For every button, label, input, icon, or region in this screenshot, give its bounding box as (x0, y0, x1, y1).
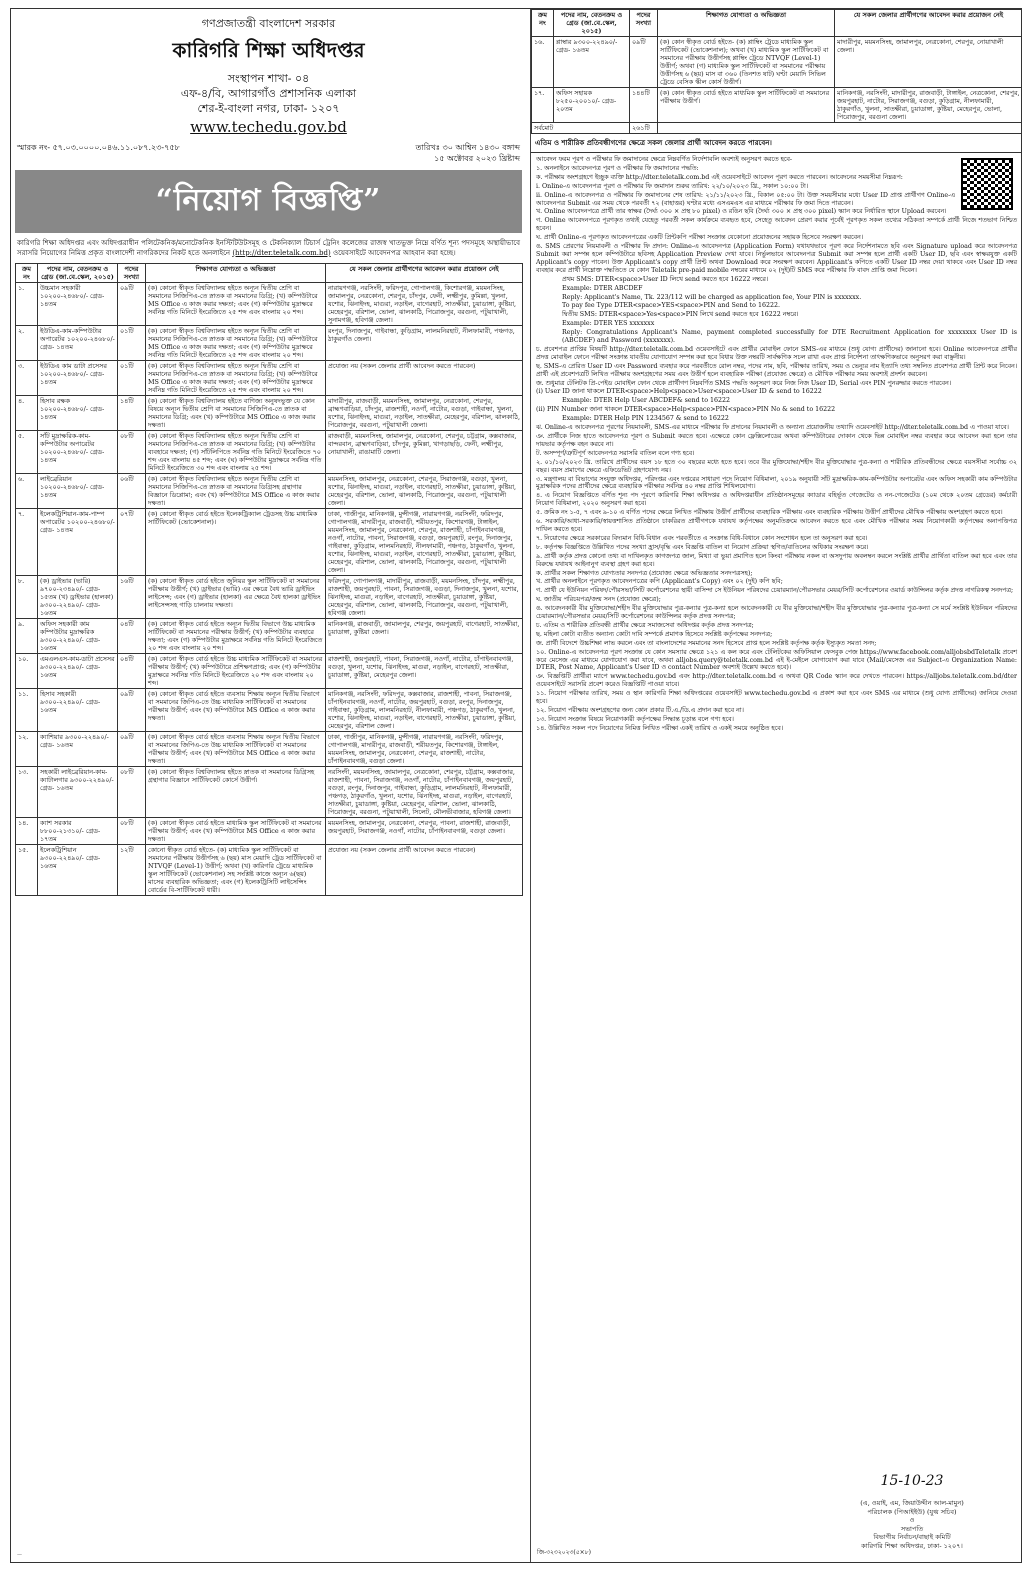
cell-district: প্রযোজ্য নয় (সকল জেলার প্রার্থী আবেদন করতে পারবেন) (326, 361, 523, 396)
cell-sl: ৫. (16, 431, 38, 474)
cell-qualification: (ক) কোনো স্বীকৃত বিশ্ববিদ্যালয় হইতে অন্যূন দ্বিতীয় শ্রেণি বা সমমানের সিজিপিএ-তে স্নাতক বা সমমানের ডিগ্রি; (খ) কম্পিউটারে MS Office এ কাজ করার দক্ষতা; এবং (গ) কম্পিউটার মুদ্রাক্ষরে সর্বনিম্ন গতি মিনিটে ইংরেজিতে ২৫ শব্দ এবং বাংলায় ২০ শব্দ। (146, 283, 326, 326)
memo-line (11, 136, 526, 166)
posts-table-body (532, 37, 1023, 123)
instruction-item: i. Online-এ আবেদনপত্র পূরণ ও পরীক্ষার ফি জমাদান শুরুর তারিখ: ২২/১০/২০২৩ খ্রি., সকাল ১০:০০ টা। (536, 182, 809, 190)
instruction-item: জ. শুধুমাত্র টেলিটক প্রি-পেইড মোবাইল ফোন থেকে প্রার্থীগণ নিম্নবর্ণিত SMS পদ্ধতি অনুসরণ করে নিজ নিজ User ID, Serial এবং PIN পুনরুদ্ধার করতে পারবেন। (536, 379, 952, 387)
instruction-item: To pay fee Type DTER<space>YES<space>PIN and Send to 16222. (562, 302, 781, 310)
instruction-item: ক. প্রার্থীর সকল শিক্ষাগত যোগ্যতার সনদপত্র (প্রযোজ্য ক্ষেত্রে অভিজ্ঞতার সনদপত্রসহ); (536, 569, 753, 577)
signature-scrawl: 15-10-23 (880, 1473, 944, 1489)
intro-paragraph (11, 239, 526, 258)
instruction-item: ৭. নিয়োগের ক্ষেত্রে সরকারের বিদ্যমান বিধি-বিধান এবং পরবর্তীতে এ সংক্রান্ত বিধি-বিধানে কোন সংশোধন হলে তা অনুসরণ করা হবে। (536, 534, 868, 542)
instruction-item: Example: DTER Help PIN 1234567 & send to 16222 (562, 415, 729, 423)
signatory-title: পরিচালক (পিআইইউ) (যুগ্ম সচিব) (867, 1507, 957, 1516)
cell-district: নরসিংদী, ময়মনসিংহ, জামালপুর, নেত্রকোনা, শেরপুর, চট্টগ্রাম, কক্সবাজার, রাজশাহী, পাবনা, সিরাজগঞ্জ, নওগাঁ, নাটোর, চাঁপাইনবাবগঞ্জ, জয়পুরহাট, বগুড়া, রংপুর, দিনাজপুর, গাইবান্ধা, কুড়িগ্রাম, লালমনিরহাট, নীলফামারী, পঞ্চগড়, ঠাকুরগাঁও, খুলনা, যশোর, ঝিনাইদহ, মাগুরা, নড়াইল, বাগেরহাট, সাতক্ষীরা, চুয়াডাঙ্গা, কুষ্টিয়া, মেহেরপুর, বরিশাল, ভোলা, ঝালকাঠি, পিরোজপুর, বরগুনা, পটুয়াখালী, সিলেট, মৌলভীবাজার, হবিগঞ্জ জেলা। (326, 767, 523, 818)
instruction-item: গ. Online আবেদনপত্রে পূরণকৃত তথ্যই যেহেতু পরবর্তী সকল কার্যক্রমে ব্যবহৃত হবে, সেহেতু আবেদন প্রেরণ করার পূর্বেই পূরণকৃত সকল তথ্যের সঠিকতা সম্পর্কে প্রার্থী নিজে শতভাগ নিশ্চিত হবেন। (536, 217, 1017, 233)
table-row (16, 845, 523, 896)
table-row (16, 326, 523, 361)
right-column (530, 9, 1022, 1562)
cell-district: রাজশাহী, জয়পুরহাট, পাবনা, সিরাজগঞ্জ, নওগাঁ, নাটোর, চাঁপাইনবাবগঞ্জ, বগুড়া, খুলনা, যশোর, ঝিনাইদহ, মাগুরা, নড়াইল, বাগেরহাট, সাতক্ষীরা, চুয়াডাঙ্গা, কুষ্টিয়া, মেহেরপুর জেলা। (326, 654, 523, 689)
instruction-item: ৮. কর্তৃপক্ষ বিজ্ঞপ্তিতে উল্লিখিত পদের সংখ্যা হ্রাস/বৃদ্ধি এবং বিজ্ঞপ্তি বাতিল বা নিয়োগ প্রক্রিয়া স্থগিত/বাতিলের অধিকার সংরক্ষণ করে। (536, 543, 869, 551)
cell-district: প্রযোজ্য নয় (সকল জেলার প্রার্থী আবেদন করতে পারবেন) (326, 845, 523, 896)
cell-post: ইউডিএ-কাম-কম্পিউটার অপারেটর ১০২০০-২৪৬৮০/- গ্রেড- ১৪তম (38, 326, 118, 361)
date-bangla: ৩০ আশ্বিন ১৪৩০ বঙ্গাব্দ (442, 143, 520, 152)
cell-count: ০৪টি (118, 619, 146, 654)
instruction-item: ১২. নিয়োগ পরীক্ষায় অংশগ্রহণের জন্য কোন প্রকার টি.এ./ডি.এ প্রদান করা হবে না। (536, 707, 744, 714)
cell-post: ক্যাশ সরকার ৮৮০০-২১৩১০/- গ্রেড- ১৭তম (38, 818, 118, 845)
cell-post: হিসাব রক্ষক ১০২০০-২৪৬৮০/- গ্রেড- ১৪তম (38, 396, 118, 431)
instruction-item: খ. প্রার্থীর অনলাইনে পূরণকৃত আবেদনপত্রের কপি (Applicant's Copy) এবং ০২ (দুই) কপি ছবি; (536, 578, 783, 586)
total-label: সর্বমোট (532, 123, 630, 134)
instruction-item: ৯. প্রার্থী কর্তৃক প্রদত্ত কোনো তথ্য বা দাখিলকৃত কাগজপত্র জাল, মিথ্যা বা ভুয়া প্রমাণিত হলে কিংবা পরীক্ষায় নকল বা অসদুপায় অবলম্বন করলে সংশ্লিষ্ট প্রার্থীর প্রার্থিতা বাতিল করা হবে এবং তার বিরুদ্ধে যথাযথ আইনানুগ ব্যবস্থা গ্রহণ করা হবে। (536, 552, 1017, 568)
intro-end: ওয়েবসাইটে আবেদনপত্র আহবান করা হচ্ছে। (332, 248, 456, 257)
cell-post: ইউডিএ কাম ডাটা প্রসেসর ১০২০০-২৪৬৮০/- গ্রেড- ১৪তম (38, 361, 118, 396)
cell-qualification: (ক) কোনো স্বীকৃত বোর্ড হইতে অন্যূন দ্বিতীয় বিভাগে উচ্চ মাধ্যমিক সার্টিফিকেট বা সমমানের পরীক্ষায় উত্তীর্ণ; (খ) কম্পিউটার ব্যবহারে দক্ষতা; এবং (গ) কম্পিউটার মুদ্রাক্ষরে সর্বনিম্ন গতি মিনিটে ইংরেজিতে ২০ শব্দ এবং বাংলায় ২০ শব্দ। (146, 619, 326, 654)
cell-qualification: (ক) কোন স্বীকৃত বোর্ড হইতে মাধ্যমিক স্কুল সার্টিফিকেট বা সমমানের পরীক্ষায় উত্তীর্ণ। (658, 88, 835, 123)
signature-block (822, 1473, 1002, 1550)
table-row (16, 576, 523, 619)
cell-sl: ২. (16, 326, 38, 361)
cell-district: ময়মনসিংহ, জামালপুর, নেত্রকোনা, শেরপুর, সিরাজগঞ্জ, বগুড়া, খুলনা, যশোর, ঝিনাইদহ, মাগুরা, নড়াইল, বাগেরহাট, সাতক্ষীরা, চুয়াডাঙ্গা, কুষ্টিয়া, মেহেরপুর, বরিশাল, ভোলা, ঝালকাঠি, পিরোজপুর, বরগুনা, পটুয়াখালী জেলা। (326, 474, 523, 509)
instruction-item: ঞ. বিজ্ঞপ্তিটি প্রার্থীরা ম্যাপে www.techedu.gov.bd এবং http://dter.teletalk.com.bd এ অথবা QR Code স্ক্যান করে দেখতে পারবেন। https://alljobs.teletalk.com.bd/dter ওয়েবসাইটে সরাসরি প্রবেশ করেও বিজ্ঞপ্তিটি পাওয়া যাবে। (536, 673, 1017, 689)
cell-district: মাদারীপুর, ময়মনসিংহ, জামালপুর, নেত্রকোনা, শেরপুর, নোয়াখালী জেলা। (835, 37, 1023, 88)
instruction-item: ৫. ক্রমিক নং ১-৫, ৭ এবং ৯-১০ এ বর্ণিত পদের ক্ষেত্রে লিখিত পরীক্ষায় উত্তীর্ণ প্রার্থীদের ব্যবহারিক পরীক্ষায় এবং ব্যবহারিক পরীক্ষায় উত্তীর্ণ প্রার্থীদের মৌখিক পরীক্ষায় অংশগ্রহণ করতে হবে। (536, 509, 1003, 517)
instruction-item: ক. পরীক্ষায় অংশগ্রহণে ইচ্ছুক ব্যক্তি http://dter.teletalk.com.bd এই ওয়েবসাইটে আবেদন পূরণ করতে পারবেন। আবেদনের সময়সীমা নিম্নরূপ: (536, 173, 903, 181)
intro-link[interactable]: (http://dter.teletalk.com.bd) (232, 248, 331, 257)
instruction-item: ঙ. SMS প্রেরণের নিয়মাবলী ও পরীক্ষার ফি প্রদান: Online-এ আবেদনপত্র (Application Form) যথাযথভাবে পূরণ করে নির্দেশনামতে ছবি এবং Signature upload করে আবেদনপত্র Submit করা সম্পন্ন হলে কম্পিউটারে ছবিসহ Application Preview দেখা যাবে। নির্ভুলভাবে আবেদনপত্র Submit করা সম্পন্ন হলে প্রার্থী একটি User ID, ছবি এবং স্বাক্ষরযুক্ত একটি Applicant's copy পাবেন। উক্ত Applicant's copy প্রার্থী প্রিন্ট অথবা Download করে সংরক্ষণ করবেন। Applicant's কপিতে একটি User ID নম্বর দেয়া থাকবে এবং User ID নম্বর ব্যবহার করে প্রার্থী নিম্নোক্ত পদ্ধতিতে যে কোন Teletalk pre-paid mobile নম্বরের মাধ্যমে ০২ (দুই)টি SMS করে পরীক্ষার ফি বাবদ প্রাপ্তি জমা দিবেন। (536, 243, 1017, 274)
cell-count: ০৬টি (118, 474, 146, 509)
cell-post: ইলেকট্রিশিয়ান-কাম-পাম্প অপারেটর ১০২০০-২৪৬৮০/- গ্রেড- ১৪তম (38, 509, 118, 576)
cell-sl: ৩. (16, 361, 38, 396)
cell-district: মানিকগঞ্জ, নরসিংদী, মাদারীপুর, রাজবাড়ী, টাঙ্গাইল, নেত্রকোনা, শেরপুর, জয়পুরহাট, নাটোর, সিরাজগঞ্জ, বগুড়া, কুড়িগ্রাম, নীলফামারী, ঠাকুরগাঁও, খুলনা, সাতক্ষীরা, চুয়াডাঙ্গা, কুষ্টিয়া, মেহেরপুর, ভোলা, পিরোজপুর, বরগুনা জেলা। (835, 88, 1023, 123)
total-row (532, 123, 1023, 134)
instruction-item: Reply: Congratulations Applicant's Name, payment completed successfully for DTE Recruitment Application for xxxxxxxx User ID is (ABCDEF) and Password (xxxxxxx). (562, 329, 1017, 345)
qr-code[interactable] (961, 158, 1013, 210)
instruction-item: ঙ. আবেদনকারী বীর মুক্তিযোদ্ধা/শহীদ বীর মুক্তিযোদ্ধার পুত্র-কন্যার পুত্র-কন্যা হলে আবেদনকারী যে বীর মুক্তিযোদ্ধা/শহীদ বীর মুক্তিযোদ্ধার পুত্র-কন্যার পুত্র-কন্যা সে মর্মে সংশ্লিষ্ট ইউনিয়ন পরিষদের চেয়ারম্যান/পৌরসভার মেয়র/সিটি কর্পোরেশনের কাউন্সিলর কর্তৃক প্রদত্ত সনদপত্র; (536, 605, 1017, 621)
instructions-intro: আবেদন ফরম পূরণ ও পরীক্ষার ফি জমাদানের ক্ষেত্রে নিম্নবর্ণিত নির্দেশাবলি অবশ্যই অনুসরণ করতে হবে- (536, 156, 793, 163)
posts-table-left (15, 263, 523, 896)
table-row (532, 37, 1023, 88)
instructions (531, 153, 1022, 737)
address-line-1: এফ-৪/বি, আগারগাঁও প্রশাসনিক এলাকা (180, 87, 357, 100)
website-link[interactable]: www.techedu.gov.bd (190, 118, 347, 136)
table-row (16, 361, 523, 396)
cell-district: ঢাকা, গাজীপুর, মানিকগঞ্জ, মুন্সীগঞ্জ, নারায়ণগঞ্জ, নরসিংদী, ফরিদপুর, গোপালগঞ্জ, মাদারীপুর, রাজবাড়ী, শরীয়তপুর, কিশোরগঞ্জ, টাঙ্গাইল, ময়মনসিংহ, জামালপুর, নেত্রকোনা, শেরপুর, রাজশাহী, নাটোর, চাঁপাইনবাবগঞ্জ, বগুড়া জেলা। (326, 732, 523, 767)
orphan-disabled-notice: এতিম ও শারীরিক প্রতিবন্ধীগণের ক্ষেত্রে সকল জেলার প্রার্থী আবেদন করতে পারবেন। (531, 134, 1022, 153)
left-column (11, 9, 526, 1562)
cell-qualification: (ক) কোনো স্বীকৃত বোর্ড হইতে মাধ্যমিক স্কুল সার্টিফিকেট বা সমমানের পরীক্ষায় উত্তীর্ণ; এবং (খ) কম্পিউটারে MS Office এ কাজ করার দক্ষতা। (146, 818, 326, 845)
col-count: পদের সংখ্যা (630, 10, 658, 37)
cell-post: হিসাব সহকারী ৯৩০০-২২৪৯০/- গ্রেড- ১৬তম (38, 689, 118, 732)
instruction-item: ট. অসম্পূর্ণ/ত্রুটিপূর্ণ আবেদনপত্র সরাসরি বাতিল বলে গণ্য হবে। (536, 449, 695, 457)
cell-qualification: (ক) কোনো স্বীকৃত বিশ্ববিদ্যালয় হইতে অন্যূন দ্বিতীয় শ্রেণি বা সমমানের সিজিপিএ-তে স্নাতক বা সমমানের ডিগ্রি; (খ) কম্পিউটারে MS Office এ কাজ করার দক্ষতা; এবং (গ) কম্পিউটার মুদ্রাক্ষরে সর্বনিম্ন গতি মিনিটে ইংরেজিতে ২৫ শব্দ এবং বাংলায় ২০ শব্দ। (146, 361, 326, 396)
cell-qualification: (ক) কোনো স্বীকৃত বিশ্ববিদ্যালয় হইতে অন্যূন দ্বিতীয় শ্রেণি বা সমমানের সিজিপিএ-তে স্নাতক বা সমমানের ডিগ্রি; (খ) কম্পিউটারে MS Office এ কাজ করার দক্ষতা; এবং (গ) কম্পিউটার মুদ্রাক্ষরে সর্বনিম্ন গতি মিনিটে ইংরেজিতে ২৫ শব্দ এবং বাংলায় ২০ শব্দ। (146, 326, 326, 361)
cell-post: সাঁট মুদ্রাক্ষরিক-কাম-কম্পিউটার অপারেটর ১০২০০-২৪৬৮০/- গ্রেড- ১৪তম (38, 431, 118, 474)
cell-sl: ১১. (16, 689, 38, 732)
cell-count: ১৪টি (118, 396, 146, 431)
cell-sl: ১. (16, 283, 38, 326)
instruction-item: ii. Online-এ আবেদনপত্র ও পরীক্ষার ফি জমাদানের শেষ তারিখ: ২১/১১/২০২৩ খ্রি., বিকাল ০৫:০০ টা। উক্ত সময়সীমার মধ্যে User ID প্রাপ্ত প্রার্থীগণ Online-এ আবেদনপত্র Submit এর সময় থেকে পরবর্তী ৭২ (বাহাত্তর) ঘণ্টার মধ্যে এসএমএস এর মাধ্যমে পরীক্ষার ফি জমা দিতে পারবেন। (536, 191, 955, 207)
instruction-item: (ii) PIN Number জানা থাকলে DTER<space>Help<space>PIN<space>PIN No & send to 16222 (536, 406, 836, 414)
instruction-item: গ. প্রার্থী যে ইউনিয়ন পরিষদ/পৌরসভা/সিটি কর্পোরেশনের স্থায়ী বাসিন্দা সে ইউনিয়ন পরিষদের চেয়ারম্যান/পৌরসভার মেয়র/সিটি কর্পোরেশনের ওয়ার্ড কাউন্সিলর কর্তৃক প্রদত্ত নাগরিকত্ব সনদপত্র; (536, 587, 1014, 595)
col-count: পদের সংখ্যা (118, 264, 146, 283)
table-row (16, 619, 523, 654)
cell-post: প্লাম্বার ৯৩০০-২২৪৯০/- গ্রেড- ১৬তম (554, 37, 630, 88)
cell-qualification: (ক) কোনো স্বীকৃত বোর্ড হইতে ইলেকট্রিক্যাল ট্রেডসহ উচ্চ মাধ্যমিক সার্টিফিকেট (ভোকেশনাল)। (146, 509, 326, 576)
instruction-item: চ. এতিম ও শারীরিক প্রতিবন্ধী প্রার্থীর ক্ষেত্রে সমাজসেবা অধিদপ্তর কর্তৃক প্রদত্ত সনদপত্র; (536, 621, 754, 629)
instruction-item: ঞ. প্রার্থীকে নিজ হাতে আবেদনপত্র পূরণ ও Submit করতে হবে। এক্ষেত্রে কোন ফ্লেক্সিলোডের অথবা কম্পিউটারের দোকান থেকে ভিন্ন মোবাইল নম্বর ব্যবহার করে আবেদন করা হলে তার দায়ভার কর্তৃপক্ষ বহন করবে না। (536, 433, 1017, 448)
cell-count: ১২টি (118, 845, 146, 896)
cell-post: এমএলএস-কাম-ডাটা প্রসেসর ৯৩০০-২২৪৯০/- গ্রেড- ১৬তম (38, 654, 118, 689)
instruction-item: ১৩. নিয়োগ সংক্রান্ত বিষয়ে নিয়োগকারী কর্তৃপক্ষের সিদ্ধান্ত চূড়ান্ত বলে গণ্য হবে। (536, 715, 734, 723)
instruction-item: ২. ০১/১০/২০২৩ খ্রি. তারিখে প্রার্থীদের বয়স ১৮ হতে ৩০ বছরের মধ্যে হতে হবে। তবে বীর মুক্তিযোদ্ধা/শহীদ বীর মুক্তিযোদ্ধার পুত্র-কন্যা ও শারীরিক প্রতিবন্ধীদের ক্ষেত্রে বয়সসীমা সর্বোচ্চ ৩২ বছর। বয়স প্রমাণের ক্ষেত্রে এফিডেভিট গ্রহণযোগ্য নয়। (536, 458, 1017, 474)
date-label: তারিখঃ (415, 143, 440, 152)
cell-qualification: (ক) কোনো স্বীকৃত বোর্ড হইতে উচ্চ মাধ্যমিক সার্টিফিকেট বা সমমানের পরীক্ষায় উত্তীর্ণ; (খ) কম্পিউটারে প্রশিক্ষণপ্রাপ্ত; এবং (গ) কম্পিউটার মুদ্রাক্ষরে সর্বনিম্ন গতি মিনিটে ইংরেজিতে ২০ শব্দ এবং বাংলায় ২০ শব্দ। (146, 654, 326, 689)
col-post: পদের নাম, বেতনক্রম ও গ্রেড (জা.বে.স্কেল, ২০১৫) (554, 10, 630, 37)
col-post: পদের নাম, বেতনক্রম ও গ্রেড (জা.বে.স্কেল, ২০১৫) (38, 264, 118, 283)
signatory-role: সভাপতি (900, 1524, 924, 1533)
memo-ref: স্মারক নং- ৫৭.০৩.০০০০.০৪৬.১১.০৮৭.২৩-৭৫৮ (17, 143, 180, 152)
cell-district: ফরিদপুর, গোপালগঞ্জ, মাদারীপুর, রাজবাড়ী, ময়মনসিংহ, চাঁদপুর, লক্ষ্মীপুর, রাজশাহী, জয়পুরহাট, পাবনা, সিরাজগঞ্জ, বগুড়া, দিনাজপুর, খুলনা, যশোর, ঝিনাইদহ, মাগুরা, নড়াইল, বাগেরহাট, সাতক্ষীরা, চুয়াডাঙ্গা, কুষ্টিয়া, মেহেরপুর, বরিশাল, ভোলা, ঝালকাঠি, পিরোজপুর, বরগুনা, পটুয়াখালী, হবিগঞ্জ জেলা। (326, 576, 523, 619)
address-line-2: শের-ই-বাংলা নগর, ঢাকা- ১২০৭ (197, 102, 340, 115)
table-row (16, 689, 523, 732)
table-row (532, 88, 1023, 123)
cell-sl: ১০. (16, 654, 38, 689)
left-footer: — (17, 1552, 22, 1558)
table-row (16, 283, 523, 326)
instruction-item: ঘ. জাতীয় পরিচয়পত্র/জন্ম সনদ (প্রযোজ্য ক্ষেত্রে); (536, 596, 661, 604)
col-sl: ক্রম নং (532, 10, 554, 37)
table-row (16, 732, 523, 767)
cell-count: ০৯টি (118, 732, 146, 767)
cell-qualification: (ক) কোনো স্বীকৃত বোর্ড হইতে ব্যবসায় শিক্ষায় অন্যূন দ্বিতীয় বিভাগে বা সমমানের জিপিএ-তে উচ্চ মাধ্যমিক সার্টিফিকেট বা সমমানের পরীক্ষায় উত্তীর্ণ; এবং (খ) কম্পিউটারে MS Office এ কাজ করার দক্ষতা। (146, 732, 326, 767)
cell-count: ০৮টি (118, 767, 146, 818)
instruction-item: ছ. মহিলা কোটা ব্যতীত অন্যান্য কোটা দাবি সম্পর্কে প্রমাণক হিসেবে সংশ্লিষ্ট কর্তৃপক্ষের সনদপত্র; (536, 630, 773, 638)
instruction-item: ৩. মন্ত্রণালয় বা বিভাগের সংযুক্ত অধিদপ্তর, পরিদপ্তর এবং দপ্তরের সাধারণ পদে নিয়োগ বিধিমালা, ২০১৯ অনুযায়ী সাঁট মুদ্রাক্ষরিক-কাম-কম্পিউটার অপারেটর এবং অফিস সহকারী কাম কম্পিউটার মুদ্রাক্ষরিক পদের প্রার্থীদের ক্ষেত্রে ব্যবহারিক পরীক্ষার সর্বনিম্ন ৪০ নম্বর প্রাপ্তি শিথিলযোগ্য। (536, 475, 1017, 491)
table-row (16, 396, 523, 431)
cell-post: ইলেকট্রিশিয়ান ৯৩০০-২২৪৯০/- গ্রেড- ১৬তম (38, 845, 118, 896)
instruction-item: ঘ. প্রার্থী Online-এ পূরণকৃত আবেদনপত্রের একটি প্রিন্টকপি পরীক্ষা সংক্রান্ত যেকোনো প্রয়োজনের সহায়ক হিসেবে সংরক্ষণ করবেন। (536, 234, 864, 242)
header (11, 9, 526, 136)
instruction-item: চ. প্রবেশপত্র প্রাপ্তির বিষয়টি http://dter.teletalk.com.bd ওয়েবসাইটে এবং প্রার্থীর মোবাইল ফোনে SMS-এর মাধ্যমে (শুধু যোগ্য প্রার্থীদের) জানানো হবে। Online আবেদনপত্রে প্রার্থীর প্রদত্ত মোবাইল ফোনে পরীক্ষা সংক্রান্ত যাবতীয় যোগাযোগ সম্পন্ন করা হবে বিধায় উক্ত নম্বরটি সার্বক্ষণিক সচল রাখা এবং প্রাপ্ত নির্দেশনা তাৎক্ষণিকভাবে অনুসরণ করা বাঞ্ছনীয়। (536, 345, 1017, 361)
cell-post: লাইব্রেরিয়ান ১০২০০-২৪৬৮০/- গ্রেড- ১৪তম (38, 474, 118, 509)
cell-qualification: (ক) কোনো স্বীকৃত বিশ্ববিদ্যালয় হইতে বাণিজ্য অনুষদভুক্ত যে কোন বিষয়ে অন্যূন দ্বিতীয় শ্রেণি বা সমমানের সিজিপিএ-তে স্নাতক বা সমমানের ডিগ্রি; এবং (খ) কম্পিউটারে MS Office এ কাজ করার দক্ষতা। (146, 396, 326, 431)
col-qualification: শিক্ষাগত যোগ্যতা ও অভিজ্ঞতা (658, 10, 835, 37)
cell-qualification: (ক) কোনো স্বীকৃত বিশ্ববিদ্যালয় হইতে অন্যূন দ্বিতীয় শ্রেণি বা সমমানের সিজিপিএ-তে স্নাতক বা সমমানের ডিগ্রিসহ গ্রন্থাগার বিজ্ঞানে ডিপ্লোমা; এবং (খ) কম্পিউটারে MS Office এ কাজ করার দক্ষতা। (146, 474, 326, 509)
col-qualification: শিক্ষাগত যোগ্যতা ও অভিজ্ঞতা (146, 264, 326, 283)
instruction-item: ৪. এ নিয়োগ বিজ্ঞপ্তিতে বর্ণিত শূন্য পদ পূরণে কারিগরি শিক্ষা অধিদপ্তর ও অধিদপ্তরাধীন প্রতিষ্ঠানসমূহের ক্যাডার বহির্ভূত গেজেটেড ও নন-গেজেটেড (১০ম থেকে ২০তম গ্রেডের) কর্মচারী নিয়োগ বিধিমালা, ২০২০ অনুসরণ করা হবে। (536, 492, 1017, 508)
table-row (16, 818, 523, 845)
cell-post: অফিস সহায়ক ৮২৫০-২০০১০/- গ্রেড- ২০তম (554, 88, 630, 123)
cell-count: ০১টি (118, 361, 146, 396)
instruction-item: ছ. SMS-এ প্রেরিত User ID এবং Password ব্যবহার করে পরবর্তীতে রোল নম্বর, পদের নাম, ছবি, পরীক্ষার তারিখ, সময় ও ভেন্যুর নাম ইত্যাদি তথ্য সম্বলিত প্রবেশপত্র প্রার্থী প্রিন্ট করে নিবেন। প্রার্থী এই প্রবেশপত্রটি লিখিত পরীক্ষায় অংশগ্রহণের সময় এবং উত্তীর্ণ হলে ব্যবহারিক পরীক্ষা (প্রযোজ্য ক্ষেত্রে) ও মৌখিক পরীক্ষার সময় অবশ্যই প্রদর্শন করবেন। (536, 362, 1017, 378)
instruction-item: (i) User ID জানা থাকলে DTER<space>Help<space>User<space>User ID & send to 16222 (536, 388, 822, 396)
table-row (16, 767, 523, 818)
cell-count: ০৯টি (118, 689, 146, 732)
col-district: যে সকল জেলার প্রার্থীগণের আবেদন করার প্রয়োজন নেই (326, 264, 523, 283)
cell-sl: ৬. (16, 474, 38, 509)
instruction-item: দ্বিতীয় SMS: DTER<space>Yes<space>PIN লিখে send করতে হবে 16222 নম্বরে। (562, 311, 799, 319)
total-count: ২৬১টি (630, 123, 658, 134)
cell-count: ০৯টি (630, 37, 658, 88)
cell-sl: ১৪. (16, 818, 38, 845)
gov-name: গণপ্রজাতন্ত্রী বাংলাদেশ সরকার (201, 17, 336, 30)
cell-post: উচ্চমান সহকারী ১০২০০-২৪৬৮০/- গ্রেড- ১৪তম (38, 283, 118, 326)
cell-count: ১৪৪টি (630, 88, 658, 123)
instruction-item: ১. অনলাইনে আবেদনপত্র পূরণ ও পরীক্ষার ফি জমাদানের পদ্ধতি: (536, 164, 699, 172)
cell-district: ঢাকা, গাজীপুর, মানিকগঞ্জ, মুন্সীগঞ্জ, নারায়ণগঞ্জ, নরসিংদী, ফরিদপুর, গোপালগঞ্জ, মাদারীপুর, রাজবাড়ী, শরীয়তপুর, কিশোরগঞ্জ, টাঙ্গাইল, ময়মনসিংহ, জামালপুর, নেত্রকোনা, শেরপুর, রাজশাহী, চাঁপাইনবাবগঞ্জ, নওগাঁ, নাটোর, পাবনা, সিরাজগঞ্জ, বগুড়া, জয়পুরহাট, রংপুর, দিনাজপুর, গাইবান্ধা, কুড়িগ্রাম, লালমনিরহাট, নীলফামারী, পঞ্চগড়, ঠাকুরগাঁও, খুলনা, যশোর, ঝিনাইদহ, মাগুরা, নড়াইল, বাগেরহাট, সাতক্ষীরা, চুয়াডাঙ্গা, কুষ্টিয়া, মেহেরপুর, বরিশাল, ভোলা, ঝালকাঠি, পিরোজপুর, বরগুনা, পটুয়াখালী জেলা। (326, 509, 523, 576)
cell-sl: ১৭. (532, 88, 554, 123)
cell-district: মানিকগঞ্জ, রাজবাড়ী, জামালপুর, শেরপুর, জয়পুরহাট, বাগেরহাট, সাতক্ষীরা, চুয়াডাঙ্গা, কুষ্টিয়া জেলা। (326, 619, 523, 654)
cell-sl: ১৩. (16, 767, 38, 818)
cell-sl: ১২. (16, 732, 38, 767)
cell-district: নারায়ণগঞ্জ, নরসিংদী, ফরিদপুর, গোপালগঞ্জ, কিশোরগঞ্জ, ময়মনসিংহ, জামালপুর, নেত্রকোনা, শেরপুর, চাঁদপুর, ফেনী, লক্ষ্মীপুর, কুমিল্লা, খুলনা, যশোর, ঝিনাইদহ, মাগুরা, নড়াইল, বাগেরহাট, সাতক্ষীরা, চুয়াডাঙ্গা, কুষ্টিয়া, মেহেরপুর, বরিশাল, ভোলা, ঝালকাঠি, পিরোজপুর, বরগুনা, পটুয়াখালী, সুনামগঞ্জ, হবিগঞ্জ জেলা। (326, 283, 523, 326)
col-district: যে সকল জেলার প্রার্থীগণের আবেদন করার প্রয়োজন নেই (835, 10, 1023, 37)
cell-sl: ৮. (16, 576, 38, 619)
instruction-item: Example: DTER YES xxxxxxx (562, 320, 655, 328)
cell-post: ক্যাশিয়ার ৯৩০০-২২৪৯০/- গ্রেড- ১৬তম (38, 732, 118, 767)
instruction-item: ১৪. উল্লিখিত সকল পদে নিয়োগের নিমিত্ত লিখিত পরীক্ষা একই তারিখ ও একই সময়ে অনুষ্ঠিত হবে। (536, 724, 784, 732)
cell-count: ০৮টি (118, 431, 146, 474)
signatory-and: ও (909, 1516, 915, 1524)
notice-page (10, 8, 1022, 1563)
cell-count: ০৭টি (118, 509, 146, 576)
col-sl: ক্রম নং (16, 264, 38, 283)
cell-qualification: (ক) কোনো স্বীকৃত বিশ্ববিদ্যালয় হইতে অন্যূন দ্বিতীয় শ্রেণি বা সমমানের সিজিপিএ-তে স্নাতক বা সমমানের ডিগ্রি; (খ) কম্পিউটার ব্যবহারে দক্ষতা; (গ) সাঁটলিপিতে সর্বনিম্ন গতি মিনিটে ইংরেজিতে ৭০ শব্দ এবং বাংলায় ৪৫ শব্দ; এবং (ঘ) কম্পিউটার মুদ্রাক্ষরে সর্বনিম্ন গতি মিনিটে ইংরেজিতে ৩০ শব্দ এবং বাংলায় ২৫ শব্দ। (146, 431, 326, 474)
instruction-item: ১১. নিয়োগ পরীক্ষার তারিখ, সময় ও স্থান কারিগরি শিক্ষা অধিদপ্তরের ওয়েবসাইট www.techedu.gov.bd এ প্রকাশ করা হবে এবং SMS এর মাধ্যমে (শুধু যোগ্য প্রার্থীদের) জানিয়ে দেওয়া হবে। (536, 690, 1017, 706)
memo-date (415, 142, 520, 164)
table-row (16, 474, 523, 509)
table-row (16, 509, 523, 576)
cell-qualification: (ক) কোন স্বীকৃত বোর্ড হইতে- (ক) প্লাম্বিং ট্রেডে মাধ্যমিক স্কুল সার্টিফিকেট (ভোকেশনাল); অথবা (খ) মাধ্যমিক স্কুল সার্টিফিকেট বা সমমানের পরীক্ষায় উত্তীর্ণসহ প্লাম্বিং ট্রেডে NTVQF (Level-1) উত্তীর্ণ; অথবা (গ) মাধ্যমিক স্কুল সার্টিফিকেট বা সমমানের পরীক্ষায় উত্তীর্ণসহ ৬ (ছয়) মাস বা ৩৬০ (তিনশত ষাট) ঘণ্টা মেয়াদি সিভিল ট্রেডে বেসিক স্কীল কোর্স উত্তীর্ণ। (658, 37, 835, 88)
instructions-list (536, 165, 1017, 733)
cell-district: রংপুর, দিনাজপুর, গাইবান্ধা, কুড়িগ্রাম, লালমনিরহাট, নীলফামারী, পঞ্চগড়, ঠাকুরগাঁও জেলা। (326, 326, 523, 361)
cell-count: ০৮টি (118, 818, 146, 845)
instruction-item: Example: DTER ABCDEF (562, 284, 643, 292)
instruction-item: জ. প্রার্থী বিদেশে উচ্চশিক্ষা লাভ করলে এবং তা বাংলাদেশের সমমানের সনদ হিসেবে প্রাপ্ত হলে সংশ্লিষ্ট কর্তৃপক্ষ কর্তৃক ইস্যুকৃত সমতা সনদ; (536, 639, 877, 647)
cell-qualification: কোনো স্বীকৃত বোর্ড হইতে- (ক) মাধ্যমিক স্কুল সার্টিফিকেট বা সমমানের পরীক্ষায় উত্তীর্ণসহ ৬ (ছয়) মাস মেয়াদি ট্রেড সার্টিফিকেট বা NTVQF (Level-1) উত্তীর্ণ; অথবা (খ) কারিগরি ট্রেডে মাধ্যমিক স্কুল সার্টিফিকেট (ভোকেশনাল) সহ সংশ্লিষ্ট কাজে অন্যূন ৬(ছয়) মাসের ব্যবহারিক অভিজ্ঞতা; এবং (গ) ইলেকট্রিসিটি লাইসেন্সিং বোর্ডের বি-সার্টিফিকেট ধারী। (146, 845, 326, 896)
table-row (16, 654, 523, 689)
cell-sl: ৯. (16, 619, 38, 654)
instruction-item: ঝ. Online-এ আবেদনপত্র পূরণের নিয়মাবলী, SMS-এর মাধ্যমে পরীক্ষার ফি প্রদানের নিয়মাবলী ও অন্যান্য প্রয়োজনীয় তথ্যাদি ওয়েবসাইট http://dter.teletalk.com.bd এ পাওয়া যাবে। (536, 424, 1009, 432)
cell-sl: ১৬. (532, 37, 554, 88)
cell-district: রাজবাড়ী, ময়মনসিংহ, জামালপুর, নেত্রকোনা, শেরপুর, চট্টগ্রাম, কক্সবাজার, বান্দরবান, ব্রাহ্মণবাড়িয়া, চাঁদপুর, কুমিল্লা, খাগড়াছড়ি, ফেনী, লক্ষ্মীপুর, নোয়াখালী, রাঙামাটি জেলা। (326, 431, 523, 474)
cell-post: (ক) ড্রাইভার (ভারি) ৯৭০০-২৩৪৯০/- গ্রেড- ১৫তম (খ) ড্রাইভার (হালকা) ৯৩০০-২২৪৯০/- গ্রেড- ১৬তম (38, 576, 118, 619)
cell-district: মাদারীপুর, রাজবাড়ী, ময়মনসিংহ, জামালপুর, নেত্রকোনা, শেরপুর, ব্রাহ্মণবাড়িয়া, চাঁদপুর, রাজশাহী, নওগাঁ, নাটোর, বগুড়া, গাইবান্ধা, খুলনা, যশোর, ঝিনাইদহ, মাগুরা, নড়াইল, সাতক্ষীরা, মেহেরপুর, বরিশাল, ঝালকাঠি, পিরোজপুর, বরগুনা, পটুয়াখালী জেলা। (326, 396, 523, 431)
cell-sl: ৭. (16, 509, 38, 576)
cell-count: ০৪টি (118, 654, 146, 689)
cell-post: সহকারী লাইব্রেরিয়ান-কাম-ক্যাটালগার ৯৩০০-২২৪৯০/- গ্রেড- ১৬তম (38, 767, 118, 818)
date-english: ১৫ অক্টোবর ২০২৩ খ্রিষ্টাব্দ (434, 154, 520, 163)
instruction-item: Reply: Applicant's Name, Tk. 223/112 will be charged as application fee, Your PIN is xxxxxxx. (562, 293, 862, 301)
notice-banner: “নিয়োগ বিজ্ঞপ্তি” (15, 170, 522, 233)
signatory-name: (এ, ওয়াই, এম, জিয়াউদ্দীন আল-মামুন) (860, 1499, 964, 1507)
table-header-row (532, 10, 1023, 37)
instruction-item: খ. Online আবেদনপত্রে প্রার্থী তার স্বাক্ষর (দৈর্ঘ্য ৩০০ × প্রস্থ ৮০ pixel) ও রঙিন ছবি (দৈর্ঘ্য ৩০০ × প্রস্থ ৩০০ pixel) স্ক্যান করে নির্ধারিত স্থানে Upload করবেন। (536, 208, 947, 216)
table-header-row (16, 264, 523, 283)
posts-table-body (16, 283, 523, 896)
instruction-item: ১০. Online-এ আবেদনপত্র পূরণ সংক্রান্ত যে কোন সমস্যার ক্ষেত্রে ১২১ এ কল করে এবং টেলিটকের অফিসিয়াল ফেসবুক পেজ https://www.facebook.com/alljobsbdTeletalk প্রবেশ করে মেসেজ এর মাধ্যমে যোগাযোগ করা যাবে, অথবা alljobs.query@teletalk.com.bd এই ই-মেইলে যোগাযোগ করা যাবে (Mail/মেসেজ এর Subject-এ Organization Name: DTER, Post Name, Applicant's User ID ও contact Number অবশ্যই উল্লেখ করতে হবে)। (536, 648, 1017, 672)
cell-district: মানিকগঞ্জ, নরসিংদী, ফরিদপুর, কক্সবাজার, রাজশাহী, পাবনা, সিরাজগঞ্জ, চাঁপাইনবাবগঞ্জ, নওগাঁ, নাটোর, জয়পুরহাট, বগুড়া, রংপুর, দিনাজপুর, গাইবান্ধা, কুড়িগ্রাম, লালমনিরহাট, নীলফামারী, পঞ্চগড়, ঠাকুরগাঁও, খুলনা, যশোর, ঝিনাইদহ, মাগুরা, নড়াইল, বাগেরহাট, সাতক্ষীরা, চুয়াডাঙ্গা, কুষ্টিয়া, মেহেরপুর, বরিশাল জেলা। (326, 689, 523, 732)
cell-sl: ১৫. (16, 845, 38, 896)
posts-table-right (531, 9, 1022, 134)
instruction-item: ৬. সরকারি/আধা-সরকারি/স্বায়ত্তশাসিত প্রতিষ্ঠানে চাকরিরত প্রার্থীগণকে যথাযথ কর্তৃপক্ষের অনুমতিক্রমে আবেদন করতে হবে এবং মৌখিক পরীক্ষার সময় নিয়োগকারী কর্তৃপক্ষের অনাপত্তিপত্র দাখিল করতে হবে। (536, 518, 1017, 533)
print-code: জি-৩২৩২০২৩(৫×৮) (537, 1549, 591, 1556)
cell-qualification: (ক) কোনো স্বীকৃত বোর্ড হইতে জুনিয়র স্কুল সার্টিফিকেট বা সমমানের পরীক্ষায় উত্তীর্ণ; (খ) ড্রাইভার (ভারি) এর ক্ষেত্রে বৈধ ভারি ড্রাইভিং লাইসেন্স; এবং (গ) ড্রাইভার (হালকা) এর ক্ষেত্রে বৈধ হালকা ড্রাইভিং লাইসেন্সসহ গাড়ি চালনায় দক্ষতা। (146, 576, 326, 619)
cell-district: ময়মনসিংহ, জামালপুর, নেত্রকোনা, শেরপুর, পাবনা, রাজশাহী, রাজবাড়ী, জয়পুরহাট, সিরাজগঞ্জ, নওগাঁ, নাটোর, চাঁপাইনবাবগঞ্জ, বগুড়া জেলা। (326, 818, 523, 845)
table-row (16, 431, 523, 474)
cell-count: ০৯টি (118, 283, 146, 326)
department-name: কারিগরি শিক্ষা অধিদপ্তর (172, 38, 365, 62)
instruction-item: প্রথম SMS: DTER<space>User ID লিখে send করতে হবে 16222 নম্বরে। (562, 275, 769, 283)
instruction-item: Example: DTER Help User ABCDEF& send to 16222 (562, 397, 731, 405)
cell-sl: ৪. (16, 396, 38, 431)
intro-text: কারিগরি শিক্ষা অধিদপ্তর এবং অধিদপ্তরাধীন পলিটেকনিক/মনোটেকনিক ইনস্টিটিউটসমূহ ও টেকনিক্যাল টিচার্স ট্রেনিং কলেজের রাজস্ব খাতভুক্ত নিম্নে বর্ণিত শূন্য পদসমূহে অস্থায়ীভাবে সরাসরি নিয়োগের নিমিত্ত প্রকৃত বাংলাদেশী নাগরিকদের নিকট হতে অনলাইনে (17, 239, 520, 257)
signatory-org: কারিগরি শিক্ষা অধিদপ্তর, ঢাকা- ১২০৭। (861, 1541, 963, 1550)
cell-count: ১৬টি (118, 576, 146, 619)
cell-post: অফিস সহকারী কাম কম্পিউটার মুদ্রাক্ষরিক ৯৩০০-২২৪৯০/- গ্রেড- ১৬তম (38, 619, 118, 654)
signatory-committee: বিভাগীয় নির্বাচন/বাছাই কমিটি (873, 1533, 951, 1541)
cell-count: ০১টি (118, 326, 146, 361)
section-name: সংস্থাপন শাখা- ০৪ (227, 72, 310, 85)
cell-qualification: (ক) কোনো স্বীকৃত বোর্ড হইতে ব্যবসায় শিক্ষায় অন্যূন দ্বিতীয় বিভাগে বা সমমানের জিপিএ-তে উচ্চ মাধ্যমিক সার্টিফিকেট বা সমমানের পরীক্ষায় উত্তীর্ণ; এবং (খ) কম্পিউটারে MS Office এ কাজ করার দক্ষতা। (146, 689, 326, 732)
cell-qualification: (ক) কোনো স্বীকৃত বিশ্ববিদ্যালয় হইতে স্নাতক বা সমমানের ডিগ্রিসহ গ্রন্থাগার বিজ্ঞানে সার্টিফিকেট কোর্সে উত্তীর্ণ। (146, 767, 326, 818)
